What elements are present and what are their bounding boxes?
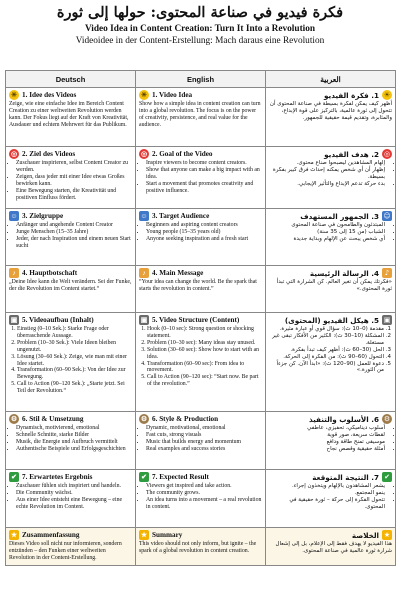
list-item: • Start a movement that promotes creativity and positive influence. <box>146 181 262 195</box>
list-item: • Young people (15–35 years old) <box>146 229 262 236</box>
section-heading <box>269 268 392 278</box>
cell-ar <box>266 147 396 209</box>
section-title: 2. Ziel des Videos <box>22 149 76 158</box>
section-text: This video should not only inform, but ignite – the spark of a global revolution in content creation. <box>139 541 257 554</box>
section-text: Show how a simple idea in content creation can turn into a global revolution. The focus is on the power of creativity, persistence, and real value for the audience. <box>139 101 261 128</box>
cell-de <box>6 266 136 313</box>
list-item: • المبتدئون والطامحون في صناعة المحتوى <box>269 222 385 229</box>
cell-en <box>136 266 266 313</box>
list-item: • أمثلة حقيقية وقصص نجاح <box>269 446 385 453</box>
section-heading <box>269 149 392 159</box>
cell-en <box>136 470 266 528</box>
bullet-list <box>269 425 392 453</box>
list-item: • Zuschauer inspirieren, selbst Content Creator zu werden. <box>16 160 132 174</box>
title-english: Video Idea in Content Creation: Turn It Into a Revolution <box>84 24 316 34</box>
section-title: 5. هيكل الفيديو (المحتوى) <box>284 315 379 325</box>
list-item: • Schnelle Schnitte, starke Bilder <box>16 432 132 439</box>
bullet-list <box>139 483 262 511</box>
cell-de <box>6 528 136 566</box>
list-item: • Zeigen, dass jeder mit einer Idee etwas Großes bewirken kann. <box>16 174 132 188</box>
cell-ar <box>266 209 396 266</box>
list-item: 4. التحول (60–90 ث): من الفكرة إلى الحركة. <box>269 354 384 361</box>
title-arabic: فكرة فيديو في صناعة المحتوى: حولها إلى ثورة <box>56 4 344 21</box>
cell-de <box>6 412 136 470</box>
list-item: • Aus einer Idee entsteht eine Bewegung – eine echte Revolution im Content. <box>16 497 132 511</box>
star-icon: ★ <box>383 531 391 539</box>
list-item: 3. Solution (30–60 sec): Show how to start with an idea. <box>147 347 262 361</box>
section-heading <box>139 530 262 540</box>
cell-en <box>136 209 266 266</box>
list-item: • Dynamisch, motivierend, emotional <box>16 425 132 432</box>
list-item: • Junge Menschen (15–35 Jahre) <box>16 229 132 236</box>
table-row <box>6 412 396 470</box>
header-english: English <box>136 71 266 88</box>
section-heading <box>9 315 132 325</box>
table-row <box>6 266 396 313</box>
film-icon: ▣ <box>10 316 18 324</box>
list-item: 4. Transformation (60–90 sec): From idea to movement. <box>147 361 262 375</box>
section-heading <box>9 472 132 482</box>
section-title: 3. Target Audience <box>152 211 210 220</box>
section-heading <box>139 211 262 221</box>
table-row <box>6 470 396 528</box>
bullet-list <box>9 222 132 250</box>
section-heading <box>9 268 132 278</box>
cell-ar <box>266 88 396 147</box>
section-text: „Deine Idee kann die Welt verändern. Sei der Funke, der die Revolution im Content startet.“ <box>9 279 132 292</box>
section-heading <box>269 530 392 540</box>
section-title: 6. Style & Production <box>152 414 219 423</box>
list-item: • موسيقى تمنح طاقة ودافع <box>269 439 385 446</box>
gear-icon: ⚙ <box>140 415 148 423</box>
list-item: • Authentische Beispiele und Erfolgsgeschichten <box>16 446 132 453</box>
list-item: • An idea turns into a movement – a real revolution in content. <box>146 497 262 511</box>
table-row <box>6 313 396 412</box>
cell-de <box>6 470 136 528</box>
section-text: أظهر كيف يمكن لفكرة بسيطة في صناعة المحتوى أن تتحول إلى ثورة عالمية، بالتركيز على قوة الإبداع، والمثابرة، وتقديم قيمة حقيقية للجمهور. <box>269 101 392 121</box>
people-icon: ☺ <box>383 212 391 220</box>
section-heading <box>139 414 262 424</box>
table-row <box>6 528 396 566</box>
cell-en <box>136 147 266 209</box>
section-title: 4. Main Message <box>152 268 204 277</box>
section-heading <box>9 90 132 100</box>
list-item: • Fast cuts, strong visuals <box>146 432 262 439</box>
section-heading <box>139 268 262 278</box>
section-title: 7. Expected Result <box>152 472 209 481</box>
list-item: • Inspire viewers to become content creators. <box>146 160 262 167</box>
lightbulb-icon: ☀ <box>140 91 148 99</box>
section-text: Zeige, wie eine einfache Idee im Bereich Content Creation zu einer weltweiten Revolution werden kann. Der Fokus liegt auf der Kraft von Kreativität, Ausdauer und echtem Mehrwert für das Publikum. <box>9 101 129 128</box>
section-heading <box>9 414 132 424</box>
list-item: • Beginners and aspiring content creators <box>146 222 262 229</box>
table-body <box>6 88 396 566</box>
section-title: 1. فكرة الفيديو <box>324 90 379 100</box>
section-title: 6. Stil & Umsetzung <box>22 414 84 423</box>
film-icon: ▣ <box>383 316 391 324</box>
section-title: 1. Idee des Videos <box>22 90 77 99</box>
bullet-list <box>139 160 262 195</box>
list-item: • Musik, die Energie und Aufbruch vermittelt <box>16 439 132 446</box>
list-item: • Zuschauer fühlen sich inspiriert und handeln. <box>16 483 132 490</box>
section-text: هذا الفيديو لا يهدف فقط إلى الإعلام، بل إلى إشعال شرارة ثورة عالمية في صناعة المحتوى. <box>275 541 392 554</box>
list-item: • يشعر المشاهدون بالإلهام ويتخذون إجراء. <box>269 483 385 490</box>
list-item: • Viewers get inspired and take action. <box>146 483 262 490</box>
check-icon: ✔ <box>382 472 392 482</box>
list-item: 2. Problem (10–30 sec): Many ideas stay unused. <box>147 340 262 347</box>
section-title: 6. الأسلوب والتنفيذ <box>308 414 379 424</box>
section-heading <box>139 149 262 159</box>
header-row <box>6 71 396 88</box>
megaphone-icon: ♪ <box>139 268 149 278</box>
target-icon: ◎ <box>383 150 391 158</box>
bullet-list <box>269 483 392 511</box>
table-row <box>6 147 396 209</box>
people-icon: ☺ <box>140 212 148 220</box>
header-arabic: العربية <box>266 71 396 88</box>
list-item: • Anfänger und angehende Content Creator <box>16 222 132 229</box>
section-title: Summary <box>152 530 183 539</box>
list-item: • إلهام المشاهدين ليصبحوا صناع محتوى. <box>269 160 385 167</box>
megaphone-icon: ♪ <box>9 268 19 278</box>
section-heading <box>269 414 392 424</box>
bullet-list <box>9 326 132 395</box>
section-title: 5. Video Structure (Content) <box>152 315 240 324</box>
film-icon: ▣ <box>140 316 148 324</box>
section-heading <box>269 315 392 325</box>
list-item: 2. Problem (10–30 Sek.): Viele Ideen bleiben ungenutzt. <box>17 340 132 354</box>
section-heading <box>9 211 132 221</box>
cell-en <box>136 412 266 470</box>
list-item: • إظهار أن أي شخص يمكنه إحداث فرق كبير بفكرة بسيطة. <box>269 167 385 181</box>
check-icon: ✔ <box>139 472 149 482</box>
list-item: 1. مقدمة (0–10 ث): سؤال قوي أو عبارة مثيرة. <box>269 326 384 333</box>
bullet-list <box>139 425 262 453</box>
cell-en <box>136 313 266 412</box>
cell-ar <box>266 313 396 412</box>
bullet-list <box>139 222 262 243</box>
section-title: Zusammenfassung <box>22 530 80 539</box>
list-item: • Anyone seeking inspiration and a fresh start <box>146 236 262 243</box>
list-item: • Eine Bewegung starten, die Kreativität und positiven Einfluss fördert. <box>16 188 132 202</box>
list-item: • Show that anyone can make a big impact with an idea. <box>146 167 262 181</box>
list-item: 5. دعوة للعمل (90–120 ث): «ابدأ الآن. كن جزءاً من الثورة.» <box>269 361 384 375</box>
list-item: 2. المشكلة (10–30 ث): الكثير من الأفكار تبقى غير مستغلة. <box>269 333 384 347</box>
section-text: Dieses Video soll nicht nur informieren, sondern entzünden – den Funken einer weltweiten Revolution in der Content-Erstellung. <box>9 541 122 561</box>
list-item: 3. الحل (30–60 ث): أظهر كيف تبدأ بفكرة. <box>269 347 384 354</box>
section-heading <box>139 315 262 325</box>
lightbulb-icon: ☀ <box>383 91 391 99</box>
list-item: • ينمو المجتمع. <box>269 490 385 497</box>
section-heading <box>139 472 262 482</box>
section-title: 3. Zielgruppe <box>22 211 64 220</box>
megaphone-icon: ♪ <box>382 268 392 278</box>
cell-ar <box>266 412 396 470</box>
trilingual-table <box>5 70 396 566</box>
section-title: 7. Erwartetes Ergebnis <box>22 472 93 481</box>
list-item: 5. Call to Action (90–120 sec): “Start now. Be part of the revolution.” <box>147 374 262 388</box>
cell-ar <box>266 470 396 528</box>
cell-ar <box>266 528 396 566</box>
section-title: 4. الرسالة الرئيسية <box>309 268 379 278</box>
list-item: • Real examples and success stories <box>146 446 262 453</box>
bullet-list <box>9 160 132 201</box>
section-title: 5. Videoaufbau (Inhalt) <box>22 315 94 324</box>
people-icon: ☺ <box>10 212 18 220</box>
list-item: • لقطات سريعة، صور قوية <box>269 432 385 439</box>
list-item: • بدء حركة تدعم الإبداع والتأثير الإيجابي. <box>269 181 385 188</box>
lightbulb-icon: ☀ <box>10 91 18 99</box>
cell-de <box>6 209 136 266</box>
section-text: “Your idea can change the world. Be the spark that starts the revolution in content.” <box>139 279 257 292</box>
header-german: Deutsch <box>6 71 136 88</box>
list-item: 1. Einstieg (0–10 Sek.): Starke Frage oder überraschende Aussage. <box>17 326 132 340</box>
list-item: 4. Transformation (60–90 Sek.): Von der Idee zur Bewegung. <box>17 367 132 381</box>
list-item: • تتحول الفكرة إلى حركة – ثورة حقيقية في المحتوى. <box>269 497 385 511</box>
list-item: • Dynamic, motivational, emotional <box>146 425 262 432</box>
bullet-list <box>9 483 132 511</box>
star-icon: ★ <box>10 531 18 539</box>
table-row <box>6 88 396 147</box>
bullet-list <box>269 222 392 243</box>
section-text: «فكرتك يمكن أن تغير العالم. كن الشرارة التي تبدأ ثورة المحتوى.» <box>276 279 392 292</box>
list-item: • الشباب (من 15 إلى 35 سنة) <box>269 229 385 236</box>
list-item: • The community grows. <box>146 490 262 497</box>
section-title: 3. الجمهور المستهدف <box>300 211 379 221</box>
cell-en <box>136 88 266 147</box>
gear-icon: ⚙ <box>383 415 391 423</box>
list-item: • Die Community wächst. <box>16 490 132 497</box>
section-heading <box>9 149 132 159</box>
check-icon: ✔ <box>9 472 19 482</box>
list-item: 3. Lösung (30–60 Sek.): Zeige, wie man mit einer Idee startet. <box>17 354 132 368</box>
gear-icon: ⚙ <box>10 415 18 423</box>
section-heading <box>269 90 392 100</box>
target-icon: ◎ <box>140 150 148 158</box>
section-heading <box>269 472 392 482</box>
section-title: 7. النتيجة المتوقعة <box>312 472 379 482</box>
cell-de <box>6 313 136 412</box>
bullet-list <box>269 326 392 374</box>
section-title: 1. Video Idea <box>152 90 193 99</box>
bullet-list <box>269 160 392 188</box>
bullet-list <box>139 326 262 388</box>
section-heading <box>269 211 392 221</box>
section-heading <box>139 90 262 100</box>
list-item: 5. Call to Action (90–120 Sek.): „Starte jetzt. Sei Teil der Revolution.“ <box>17 381 132 395</box>
bullet-list <box>9 425 132 453</box>
cell-de <box>6 147 136 209</box>
list-item: • Jeder, der nach Inspiration und einem neuen Start sucht <box>16 236 132 250</box>
list-item: • أسلوب ديناميكي، تحفيزي، عاطفي <box>269 425 385 432</box>
cell-ar <box>266 266 396 313</box>
section-title: 2. Goal of the Video <box>152 149 213 158</box>
list-item: • Music that builds energy and momentum <box>146 439 262 446</box>
target-icon: ◎ <box>10 150 18 158</box>
table-row <box>6 209 396 266</box>
section-title: الخلاصة <box>351 530 379 540</box>
star-icon: ★ <box>140 531 148 539</box>
title-german: Videoidee in der Content-Erstellung: Mach daraus eine Revolution <box>75 36 325 46</box>
cell-de <box>6 88 136 147</box>
title-block <box>0 0 400 66</box>
list-item: 1. Hook (0–10 sec): Strong question or shocking statement. <box>147 326 262 340</box>
list-item: • أي شخص يبحث عن الإلهام وبداية جديدة <box>269 236 385 243</box>
section-title: 4. Hauptbotschaft <box>22 268 78 277</box>
cell-en <box>136 528 266 566</box>
section-title: 2. هدف الفيديو <box>324 149 379 159</box>
section-heading <box>9 530 132 540</box>
